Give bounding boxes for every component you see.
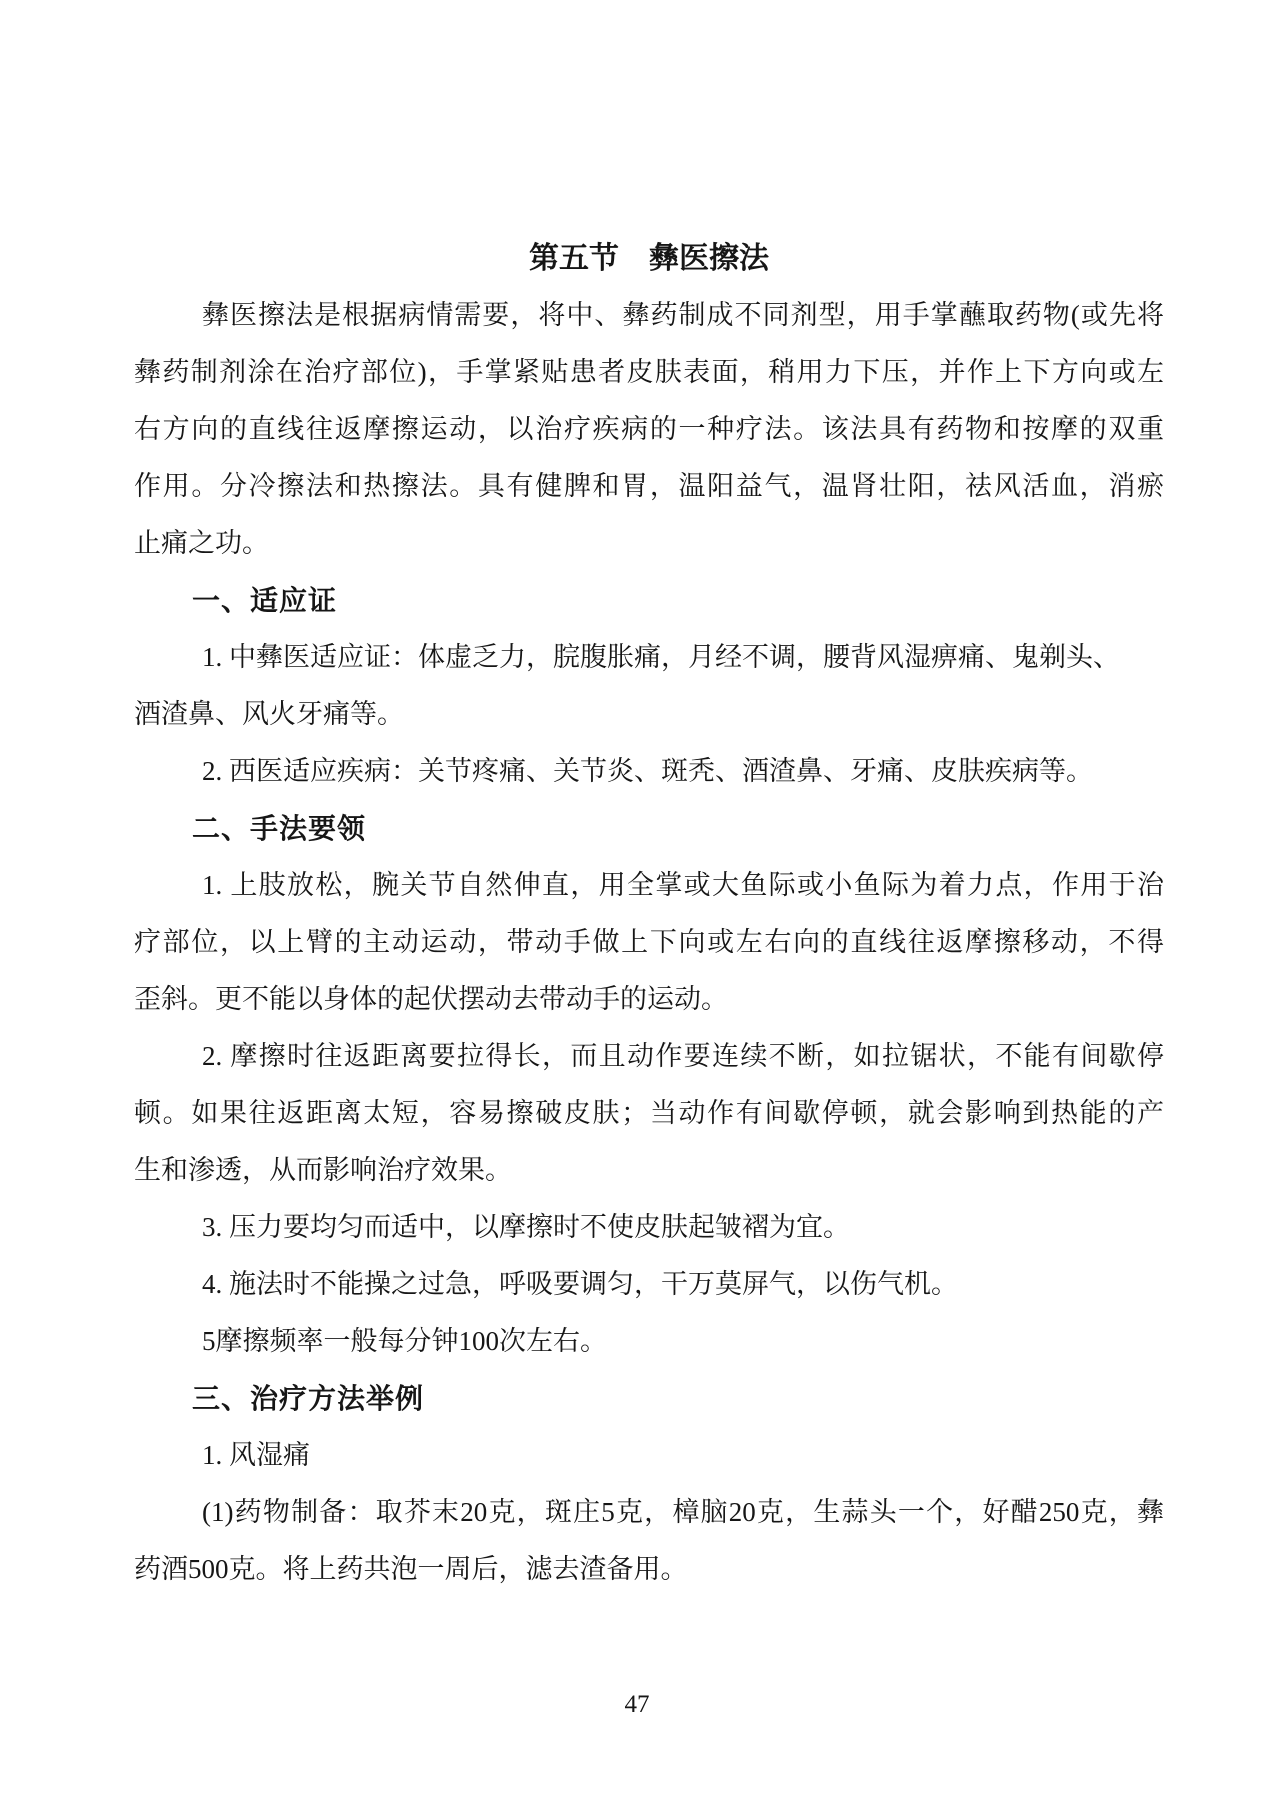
heading-technique: 二、手法要领	[192, 813, 367, 844]
text-line: 4. 施法时不能操之过急，呼吸要调匀，干万莫屏气，以伤气机。	[202, 1269, 958, 1299]
heading-indications: 一、适应证	[192, 585, 338, 616]
text-line: 生和渗透，从而影响治疗效果。	[134, 1155, 512, 1185]
text-line: 歪斜。更不能以身体的起伏摆动去带动手的运动。	[134, 984, 728, 1014]
text-line: (1)药物制备：取芥末20克，斑庄5克，樟脑20克，生蒜头一个，好醋250克，彝	[202, 1497, 1164, 1527]
text-line: 5摩擦频率一般每分钟100次左右。	[202, 1326, 607, 1356]
text-line: 酒渣鼻、风火牙痛等。	[134, 699, 404, 729]
text-line: 顿。如果往返距离太短，容易擦破皮肤；当动作有间歇停顿，就会影响到热能的产	[134, 1098, 1164, 1128]
text-line: 右方向的直线往返摩擦运动，以治疗疾病的一种疗法。该法具有药物和按摩的双重	[134, 414, 1164, 444]
text-line: 止痛之功。	[134, 528, 269, 558]
text-line: 疗部位，以上臂的主动运动，带动手做上下向或左右向的直线往返摩擦移动，不得	[134, 927, 1164, 957]
text-line: 1. 上肢放松，腕关节自然伸直，用全掌或大鱼际或小鱼际为着力点，作用于治	[202, 870, 1164, 900]
section-title: 第五节 彝医擦法	[529, 242, 769, 275]
text-line: 药酒500克。将上药共泡一周后，滤去渣备用。	[134, 1554, 688, 1584]
text-line: 彝医擦法是根据病情需要，将中、彝药制成不同剂型，用手掌蘸取药物(或先将	[202, 300, 1164, 330]
text-line: 1. 中彝医适应证：体虚乏力，脘腹胀痛，月经不调，腰背风湿痹痛、鬼剃头、	[202, 642, 1120, 672]
text-line: 2. 西医适应疾病：关节疼痛、关节炎、斑秃、酒渣鼻、牙痛、皮肤疾病等。	[202, 756, 1093, 786]
text-line: 2. 摩擦时往返距离要拉得长，而且动作要连续不断，如拉锯状，不能有间歇停	[202, 1041, 1164, 1071]
text-line: 1. 风湿痛	[202, 1440, 310, 1470]
text-line: 彝药制剂涂在治疗部位)，手掌紧贴患者皮肤表面，稍用力下压，并作上下方向或左	[134, 357, 1164, 387]
page-number: 47	[624, 1691, 650, 1718]
text-line: 作用。分冷擦法和热擦法。具有健脾和胃，温阳益气，温肾壮阳，祛风活血，消瘀	[134, 471, 1164, 501]
text-line: 3. 压力要均匀而适中，以摩擦时不使皮肤起皱褶为宜。	[202, 1212, 850, 1242]
heading-treatment-examples: 三、治疗方法举例	[192, 1383, 425, 1414]
document-body	[134, 230, 1164, 1598]
